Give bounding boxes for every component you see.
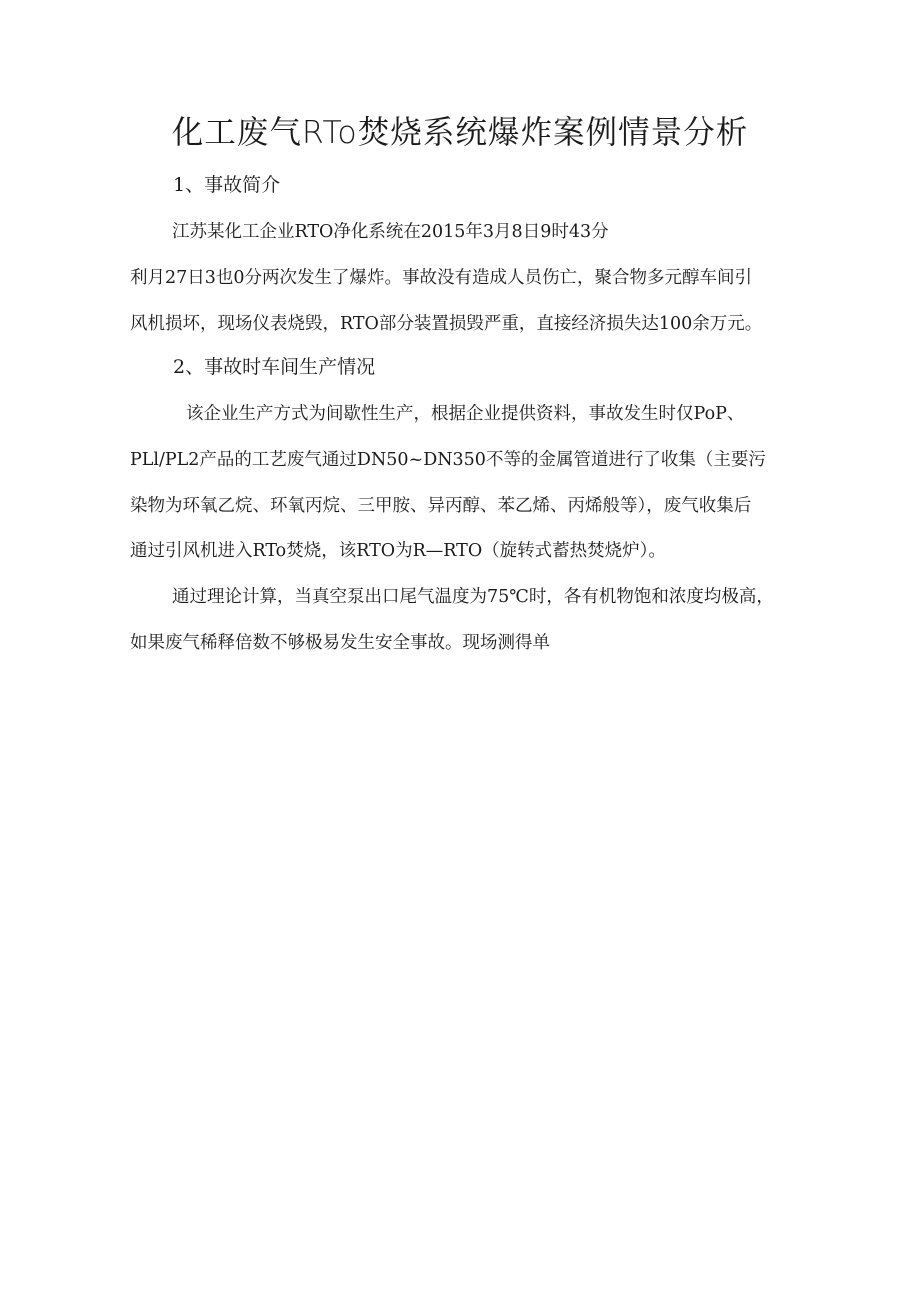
paragraph-line: 利月27日3也0分两次发生了爆炸。事故没有造成人员伤亡，聚合物多元醇车间引 bbox=[130, 268, 753, 288]
paragraph-line: 该企业生产方式为间歇性生产，根据企业提供资料，事故发生时仅PoP、 bbox=[186, 404, 745, 424]
paragraph-line: 染物为环氧乙烷、环氧丙烷、三甲胺、异丙醇、苯乙烯、丙烯般等），废气收集后 bbox=[130, 496, 752, 516]
paragraph-line: 通过引风机进入RTo焚烧，该RTO为R—RTO（旋转式蓄热焚烧炉）。 bbox=[130, 541, 666, 561]
paragraph-line: 如果废气稀释倍数不够极易发生安全事故。现场测得单 bbox=[130, 633, 550, 653]
document-title: 化工废气RTo焚烧系统爆炸案例情景分析 bbox=[171, 115, 749, 151]
paragraph-line: 通过理论计算，当真空泵出口尾气温度为75℃时，各有机物饱和浓度均极高， bbox=[172, 587, 774, 607]
paragraph-line: PLl/PL2产品的工艺废气通过DN50~DN350不等的金属管道进行了收集（主要污 bbox=[130, 450, 766, 470]
paragraph-line: 风机损坏，现场仪表烧毁，RTO部分装置损毁严重，直接经济损失达100余万元。 bbox=[130, 314, 763, 334]
section-heading-1: 1、事故简介 bbox=[173, 174, 281, 196]
section-heading-2: 2、事故时车间生产情况 bbox=[173, 356, 376, 378]
paragraph-line: 江苏某化工企业RTO净化系统在2015年3月8日9时43分 bbox=[172, 222, 609, 242]
